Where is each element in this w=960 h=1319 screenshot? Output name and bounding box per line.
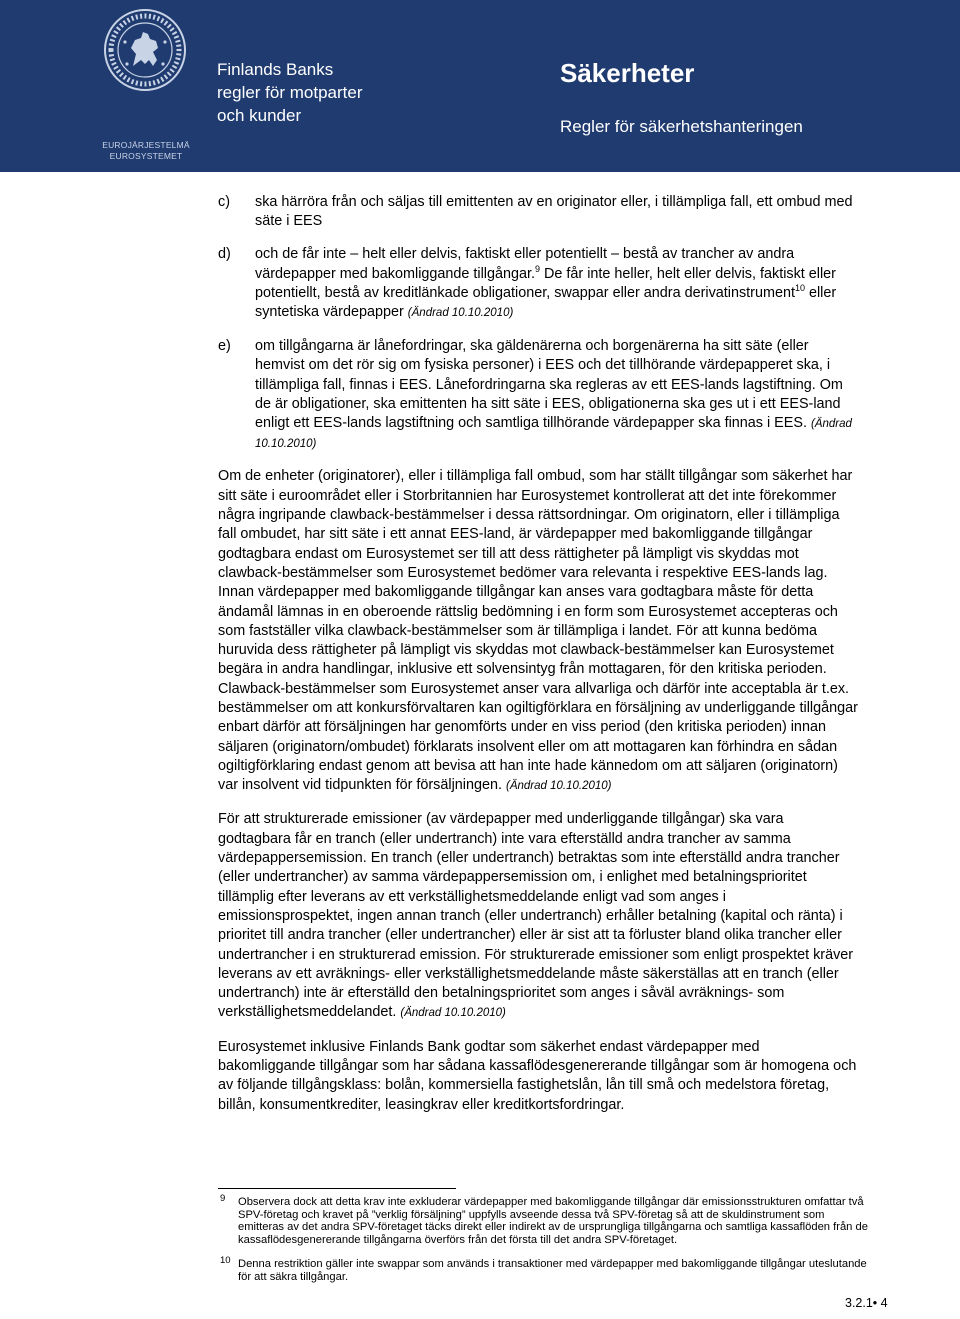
header-org-line2: regler för motparter — [217, 83, 363, 102]
footnote-ref-9[interactable]: 9 — [535, 263, 541, 274]
amendment-note: (Ändrad 10.10.2010) — [407, 307, 514, 320]
paragraph-asset-classes — [218, 1038, 858, 1116]
paragraph-text: Eurosystemet inklusive Finlands Bank godtar som säkerhet endast värdepapper med bakomliggande tillgångar som har sådana kassaflödesgenererande tillgångar som är homogena och av följande tillgångsklass: bolån, kommersiella fastighetslån, lån till små och medelstora företag, billån, konsumentkrediter, leasingkrav eller kreditkortsfordringar. — [218, 1038, 857, 1113]
amendment-note: (Ändrad 10.10.2010) — [505, 780, 612, 793]
footnote-text: Denna restriktion gäller inte swappar som används i transaktioner med värdepapper med bakomliggande tillgångar uteslutande för att säkra tillgångar. — [238, 1258, 867, 1283]
list-item-c — [218, 193, 858, 231]
list-item-text: och de får inte – helt eller delvis, faktiskt eller potentiellt – bestå av trancher av andra värdepapper med bakomliggande tillgångar. — [255, 246, 795, 282]
list-item-label: d) — [218, 246, 231, 263]
list-item-text-end: eller syntetiska värdepapper — [255, 284, 837, 321]
list-item-text: om tillgångarna är lånefordringar, ska gäldenärerna och borgenärerna ha sitt säte (eller hemvist om det rör sig om fysiska personer) i EES och det tillhörande värdepapperet ska, i tillämpliga fall, finnas i EES. Lånefordringarna ska regleras av ett EES-lands lagstiftning. Om de är obligationer, ska emittenten ha sitt säte i EES, obligationerna ska ges ut i ett EES-land enligt ett EES-lands lagstiftning och samtliga tillhörande värdepapper ska finnas i EES. — [255, 338, 843, 432]
amendment-note: (Ändrad 10.10.2010) — [400, 1007, 506, 1020]
logo-text-line2: EUROSYSTEMET — [109, 151, 183, 161]
bank-of-finland-seal-icon — [103, 8, 187, 92]
list-item-label: c) — [218, 194, 230, 210]
footnote-number: 9 — [220, 1193, 226, 1204]
list-item-text: ska härröra från och säljas till emittenten av en originator eller, i tillämpliga fall, ett ombud med säte i EES — [255, 194, 853, 230]
footnote-ref-10[interactable]: 10 — [794, 283, 805, 294]
list-item-text-cont: De får inte heller, helt eller delvis, faktiskt eller potentiellt, bestå av kreditlänkade obligationer, swappar eller andra derivatinstrument — [255, 265, 836, 301]
header-org-line3: och kunder — [217, 106, 302, 125]
footnote-text: Observera dock att detta krav inte exkluderar värdepapper med bakomliggande tillgångar där emissionsstrukturen omfattar två SPV-företag och kravet på ”verklig försäljning” uppfylls avseende dessa två SPV-företag så att de skuldinstrument som emitteras av det andra SPV-företaget täcks direkt eller indirekt av de ursprungliga tillgångarna och samtliga kassaflöden från de kassaflödesgenererande tillgångarna överförs från det första till det andra SPV-företaget. — [238, 1196, 868, 1246]
page-title: Säkerheter — [560, 58, 695, 88]
paragraph-text: För att strukturerade emissioner (av värdepapper med underliggande tillgångar) ska vara godtagbara får en tranch (eller undertranch) inte vara efterställd andra trancher av samma värdepappersemission. En tranch (eller undertranch) betraktas som inte efterställd andra trancher (eller undertrancher) av samma värdepappersemission om, i enlighet med betalningsprioritet tillämplig efter leverans av ett verkställighetsmeddelande enligt vad som anges i emissionsprospektet, ingen annan tranch (eller undertranch) erhåller betalning (kapital och ränta) i prioritet till andra trancher (eller undertrancher) eller är sist att ta förluster bland olika trancher eller undertrancher i en strukturerad emission. För strukturerade emissioner som enligt prospektet kräver leverans av ett avräknings- eller verkställighetsmeddelande måste säkerställas att en tranch (eller undertranch) inte är efterställd den betalningsprioritet som anges i såväl avräknings- som verkställighetsmeddelandet. — [218, 811, 854, 1021]
header-org-line1: Finlands Banks — [217, 60, 334, 79]
page-subtitle: Regler för säkerhetshanteringen — [560, 117, 803, 136]
logo-text-line1: EUROJÄRJESTELMÄ — [102, 140, 190, 150]
header-organization — [217, 58, 363, 127]
paragraph-text: Om de enheter (originatorer), eller i tillämpliga fall ombud, som har ställt tillgångar som säkerhet har sitt säte i euroområdet eller i Storbritannien har Eurosystemet kontrollerat att det inte förekommer några ingripande clawback-bestämmelser i dessa rättsordningar. Om originatorn, eller i tillämpliga fall ombudet, har sitt säte i ett annat EES-land, är värdepapper med bakomliggande tillgångar godtagbara endast om Eurosystemet ser till att dess rättigheter på lämpligt vis skyddas mot clawback-bestämmelser som Eurosystemet bedömer vara relevanta i respektive EES-lands lag. Innan värdepapper med bakomliggande tillgångar kan anses vara godtagbara måste för detta ändamål lämnas in en oberoende rättslig bedömning i en form som Eurosystemet accepteras och som fastställer vilka clawback-bestämmelser som är tillämpliga i landet. För att kunna bedöma huruvida dess rättigheter på lämpligt vis skyddas mot clawback-bestämmelser kan Eurosystemet begära in andra handlingar, inklusive ett solvensintyg från mottagaren, för den kritiska perioden. Clawback-bestämmelser som Eurosystemet anser vara allvarliga och därför inte acceptabla är t.ex. bestämmelser om att konkursförvaltaren kan ogiltigförklara en försäljning av underliggande tillgångar enbart därför att försäljningen har genomförts under en viss period (den kritiska perioden) innan säljaren (originatorn/ombudet) förklarats insolvent eller om att mottagaren kan förhindra en sådan ogiltigförklaring endast genom att bevisa att han inte hade kännedom om att säljaren (originatorn) var insolvent vid tidpunkten för försäljningen. — [218, 468, 858, 794]
list-item-e — [218, 337, 858, 454]
paragraph-tranches — [218, 810, 858, 1023]
footnote-separator — [218, 1188, 456, 1189]
list-item-d — [218, 245, 858, 323]
list-item-label: e) — [218, 338, 231, 355]
amendment-note: (Ändrad 10.10.2010) — [255, 418, 852, 451]
page-header — [0, 0, 960, 172]
page-number: 3.2.1• 4 — [845, 1296, 888, 1310]
document-body — [218, 193, 858, 1116]
footnote-number: 10 — [220, 1255, 231, 1266]
paragraph-clawback — [218, 467, 858, 796]
